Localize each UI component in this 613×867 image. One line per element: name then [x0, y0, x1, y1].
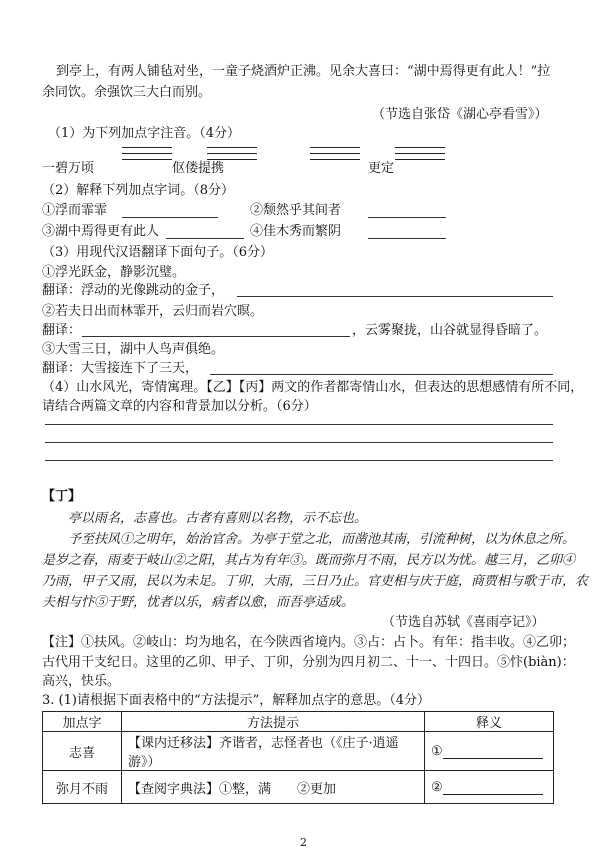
table-row — [43, 732, 554, 771]
table-cell-hint: 【课内迁移法】齐谐者，志怪者也（《庄子·逍遥游》） — [122, 732, 425, 771]
table-cell-answer[interactable] — [425, 771, 554, 804]
notes-line: 【注】①扶风。②岐山：均为地名，在今陕西省境内。③占：占卜。有年：指丰收。④乙卯； — [42, 635, 576, 650]
passage-ding-line: 亭以雨名，志喜也。古者有喜则以名物，示不忘也。 — [68, 511, 368, 526]
q1-item: 伛偻提携 — [172, 161, 225, 176]
answer-number: ② — [431, 780, 443, 795]
answer-line[interactable] — [210, 374, 553, 375]
answer-blank[interactable] — [443, 779, 543, 795]
q3-sentence: ②若夫日出而林霏开，云归而岩穴暝。 — [42, 304, 264, 319]
table-cell-word: 弥月不雨 — [43, 771, 122, 804]
q1-item: 一碧万顷 — [42, 161, 95, 176]
passage-ding-header: 【丁】 — [42, 489, 82, 504]
table-cell-hint: 【查阅字典法】①整，满 ②更加 — [122, 771, 425, 804]
table-header-cell: 方法提示 — [122, 712, 425, 732]
q2-item: ②颓然乎其间者 — [250, 203, 342, 218]
passage-source: （节选自张岱《湖心亭看雪》） — [372, 107, 548, 122]
table-cell-word: 志喜 — [43, 732, 122, 771]
answer-line[interactable] — [122, 217, 218, 218]
table-cell-answer[interactable] — [425, 732, 554, 771]
q3-translation-label: 翻译： — [42, 323, 82, 338]
q2-item: ①浮而霏霏 — [42, 203, 108, 218]
answer-line[interactable] — [45, 424, 553, 425]
answer-number: ① — [431, 744, 443, 759]
answer-line[interactable] — [368, 217, 446, 218]
table-header-cell: 释义 — [425, 712, 554, 732]
question-4-line: 请结合两篇文章的内容和背景加以分析。（6分） — [42, 399, 317, 414]
answer-line[interactable] — [45, 442, 553, 443]
q2-item: ③湖中焉得更有此人 — [42, 224, 160, 239]
answer-line[interactable] — [166, 238, 244, 239]
q3-translation-label: 翻译：大雪接连下了三天， — [42, 361, 199, 376]
answer-line[interactable] — [237, 296, 553, 297]
question-4-line: （4）山水风光，寄情寓理。【乙】【丙】两文的作者都寄情山水，但表达的思想感情有所不同， — [42, 380, 584, 395]
page-number: 2 — [300, 836, 307, 849]
question-2-title: （2）解释下列加点字词。（8分） — [42, 183, 235, 198]
table-header-cell: 加点字 — [43, 712, 122, 732]
q3-sentence: ①浮光跃金，静影沉璧。 — [42, 265, 186, 280]
q2-item: ④佳木秀而繁阴 — [250, 224, 342, 239]
q3-sentence: ③大雪三日，湖中人鸟声俱绝。 — [42, 342, 225, 357]
passage-ding-line: 是岁之春，雨麦于岐山②之阳，其占为有年③。既而弥月不雨，民方以为忧。越三月，乙卯④ — [42, 553, 576, 568]
passage-line: 到亭上，有两人铺毡对坐，一童子烧酒炉正沸。见余大喜曰：“湖中焉得更有此人！”拉 — [56, 64, 551, 79]
answer-blank[interactable] — [443, 743, 543, 759]
answer-line[interactable] — [368, 238, 446, 239]
passage-line: 余同饮。余强饮三大白而别。 — [42, 85, 212, 100]
passage-ding-line: 予至扶风①之明年，始治官舍。为亭于堂之北，而凿池其南，引流种树，以为休息之所。 — [68, 532, 576, 547]
notes-line: 古代用干支纪日。这里的乙卯、甲子、丁卯，分别为四月初二、十一、十四日。⑤忭(biàn)： — [42, 655, 575, 670]
table-header-row — [43, 712, 554, 732]
answer-line[interactable] — [45, 460, 553, 461]
q3-translation-tail: ，云雾聚拢，山谷就显得昏暗了。 — [352, 323, 548, 338]
passage-ding-line: 乃雨，甲子又雨，民以为未足。丁卯，大雨，三日乃止。官吏相与庆于庭，商贾相与歌于市，农 — [42, 574, 589, 589]
passage-ding-source: （节选自苏轼《喜雨亭记》） — [382, 615, 545, 630]
table-row — [43, 771, 554, 804]
question-3-title: （3）用现代汉语翻译下面句子。（6分） — [42, 245, 274, 260]
method-table — [42, 711, 554, 804]
notes-line: 高兴，快乐。 — [42, 674, 121, 689]
question-5-title: 3. (1)请根据下面表格中的“方法提示”，解释加点字的意思。（4分） — [42, 693, 431, 708]
q3-translation-label: 翻译：浮动的光像跳动的金子， — [42, 283, 225, 298]
q1-item: 更定 — [368, 161, 395, 176]
passage-ding-line: 夫相与忭⑤于野，忧者以乐，病者以愈，而吾亭适成。 — [42, 595, 355, 610]
answer-line[interactable] — [82, 336, 350, 337]
question-1-title: （1）为下列加点字注音。（4分） — [48, 126, 241, 141]
